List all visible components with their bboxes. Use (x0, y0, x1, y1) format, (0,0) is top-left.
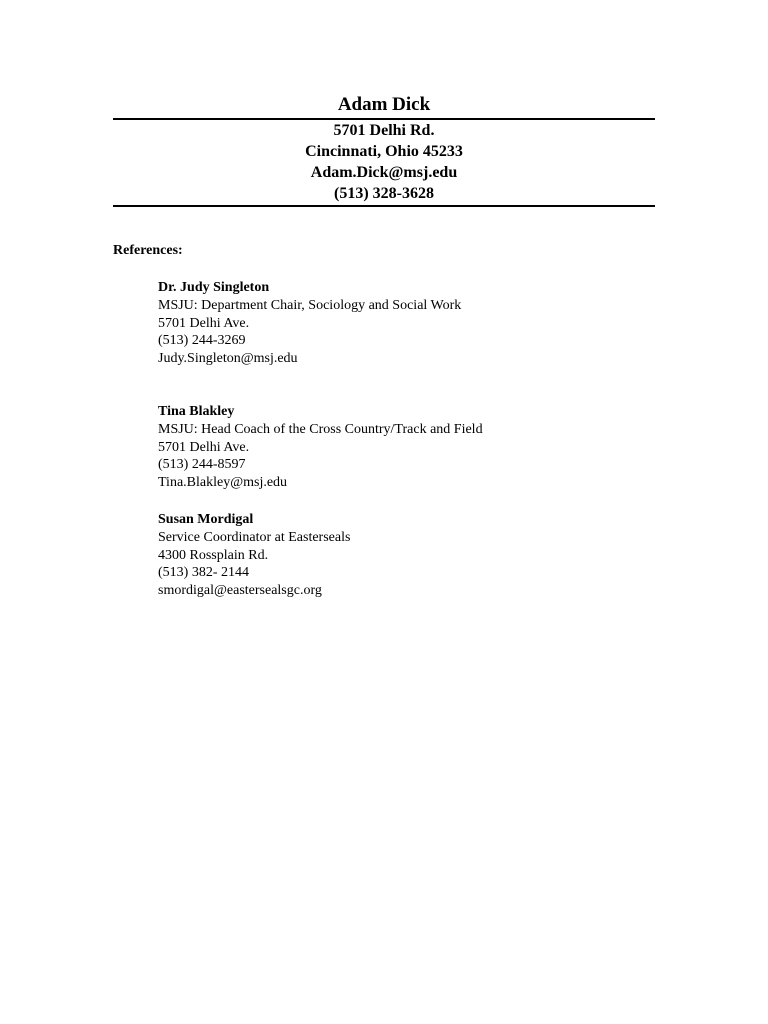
contact-address: 5701 Delhi Rd. (333, 122, 435, 139)
reference-title: MSJU: Head Coach of the Cross Country/Track and Field (158, 421, 483, 437)
reference-title: MSJU: Department Chair, Sociology and Social Work (158, 297, 462, 313)
reference-email: smordigal@eastersealsgc.org (158, 583, 322, 599)
contact-city-state-zip: Cincinnati, Ohio 45233 (305, 143, 463, 160)
reference-name: Susan Mordigal (158, 512, 254, 527)
reference-address: 5701 Delhi Ave. (158, 315, 250, 331)
contact-email: Adam.Dick@msj.edu (310, 164, 458, 181)
reference-entry (158, 403, 483, 492)
contact-block (0, 120, 768, 204)
reference-address: 4300 Rossplain Rd. (158, 547, 269, 563)
references-heading: References: (113, 243, 183, 258)
reference-phone: (513) 382- 2144 (158, 565, 249, 581)
reference-name: Tina Blakley (158, 404, 235, 419)
contact-phone: (513) 328-3628 (334, 185, 434, 202)
reference-name: Dr. Judy Singleton (158, 280, 270, 295)
header-name: Adam Dick (337, 94, 431, 115)
reference-email: Judy.Singleton@msj.edu (158, 351, 298, 367)
reference-phone: (513) 244-8597 (158, 457, 246, 473)
reference-title: Service Coordinator at Easterseals (158, 529, 351, 545)
reference-address: 5701 Delhi Ave. (158, 439, 250, 455)
reference-phone: (513) 244-3269 (158, 333, 246, 349)
reference-entry (158, 511, 350, 600)
header-bottom-rule (113, 205, 655, 207)
reference-entry (158, 279, 461, 368)
reference-email: Tina.Blakley@msj.edu (158, 475, 288, 491)
